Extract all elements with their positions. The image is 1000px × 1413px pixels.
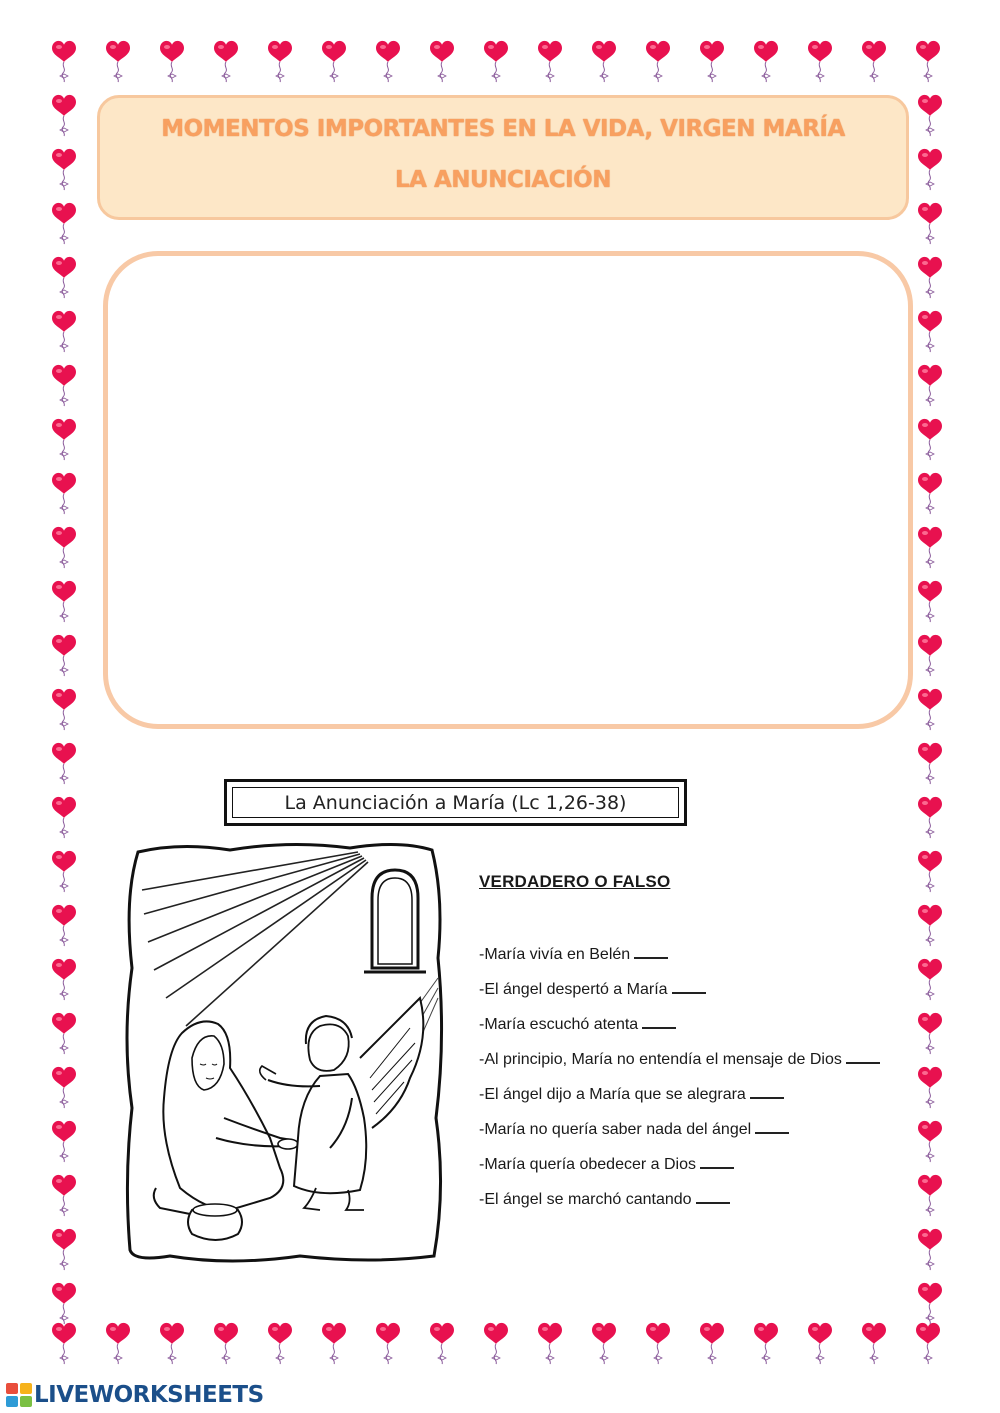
heart-balloon-icon xyxy=(918,851,942,892)
heart-balloon-icon xyxy=(268,1323,292,1364)
heart-balloon-icon xyxy=(918,959,942,1000)
heart-balloon-icon xyxy=(918,1229,942,1270)
heart-balloon-icon xyxy=(808,41,832,82)
heart-balloon-icon xyxy=(52,473,76,514)
quiz-item xyxy=(479,1013,889,1037)
heart-balloon-icon xyxy=(160,41,184,82)
heart-balloon-icon xyxy=(52,257,76,298)
heart-balloon-icon xyxy=(52,527,76,568)
heart-balloon-icon xyxy=(592,41,616,82)
answer-blank[interactable] xyxy=(672,980,706,994)
heart-balloon-icon xyxy=(52,689,76,730)
heart-balloon-icon xyxy=(52,1121,76,1162)
heart-balloon-icon xyxy=(52,581,76,622)
heart-balloon-icon xyxy=(700,41,724,82)
answer-blank[interactable] xyxy=(642,1015,676,1029)
quiz-item xyxy=(479,1048,889,1072)
heart-balloon-icon xyxy=(52,635,76,676)
heart-balloon-icon xyxy=(808,1323,832,1364)
heart-balloon-icon xyxy=(754,41,778,82)
quiz-item xyxy=(479,943,889,967)
heart-balloon-icon xyxy=(918,743,942,784)
answer-blank[interactable] xyxy=(634,945,668,959)
bible-reference-box xyxy=(224,779,687,826)
heart-balloon-icon xyxy=(268,41,292,82)
heart-balloon-icon xyxy=(52,419,76,460)
heart-balloon-icon xyxy=(430,1323,454,1364)
answer-blank[interactable] xyxy=(700,1155,734,1169)
heart-balloon-icon xyxy=(322,1323,346,1364)
quiz-statement: -María no quería saber nada del ángel xyxy=(479,1121,752,1138)
heart-balloon-icon xyxy=(52,149,76,190)
heart-balloon-icon xyxy=(918,797,942,838)
heart-balloon-icon xyxy=(52,905,76,946)
answer-blank[interactable] xyxy=(846,1050,880,1064)
heart-balloon-icon xyxy=(918,1283,942,1324)
heart-balloon-icon xyxy=(918,1121,942,1162)
heart-balloon-icon xyxy=(52,203,76,244)
heart-balloon-icon xyxy=(430,41,454,82)
heart-balloon-icon xyxy=(538,41,562,82)
quiz-statement: -María escuchó atenta xyxy=(479,1016,639,1033)
heart-balloon-icon xyxy=(52,1013,76,1054)
heart-balloon-icon xyxy=(376,1323,400,1364)
heart-balloon-icon xyxy=(918,1067,942,1108)
answer-blank[interactable] xyxy=(696,1190,730,1204)
quiz-statement: -María vivía en Belén xyxy=(479,946,631,963)
heart-balloon-icon xyxy=(918,95,942,136)
heart-balloon-icon xyxy=(106,1323,130,1364)
heart-balloon-icon xyxy=(918,257,942,298)
heart-balloon-icon xyxy=(214,41,238,82)
heart-balloon-icon xyxy=(918,635,942,676)
title-banner xyxy=(97,95,909,220)
heart-balloon-icon xyxy=(918,905,942,946)
heart-balloon-icon xyxy=(52,1323,76,1364)
heart-balloon-icon xyxy=(916,1323,940,1364)
heart-balloon-icon xyxy=(52,1229,76,1270)
heart-balloon-icon xyxy=(918,419,942,460)
quiz-item xyxy=(479,1118,889,1142)
quiz-statement: -El ángel despertó a María xyxy=(479,981,668,998)
heart-balloon-icon xyxy=(52,95,76,136)
heart-balloon-icon xyxy=(918,689,942,730)
heart-balloon-icon xyxy=(754,1323,778,1364)
heart-balloon-icon xyxy=(160,1323,184,1364)
heart-balloon-icon xyxy=(918,203,942,244)
heart-balloon-icon xyxy=(52,959,76,1000)
empty-content-frame xyxy=(103,251,913,729)
bible-reference-text: La Anunciación a María (Lc 1,26-38) xyxy=(284,792,627,814)
heart-balloon-icon xyxy=(918,1013,942,1054)
heart-balloon-icon xyxy=(918,1175,942,1216)
heart-balloon-icon xyxy=(592,1323,616,1364)
heart-balloon-icon xyxy=(484,41,508,82)
answer-blank[interactable] xyxy=(750,1085,784,1099)
liveworksheets-brand: LIVEWORKSHEETS xyxy=(34,1382,264,1408)
heart-balloon-icon xyxy=(52,851,76,892)
quiz-statement: -Al principio, María no entendía el mensaje de Dios xyxy=(479,1051,842,1068)
heart-balloon-icon xyxy=(918,473,942,514)
quiz-item xyxy=(479,978,889,1002)
heart-balloon-icon xyxy=(322,41,346,82)
heart-balloon-icon xyxy=(52,1283,76,1324)
heart-balloon-icon xyxy=(916,41,940,82)
heart-balloon-icon xyxy=(106,41,130,82)
heart-balloon-icon xyxy=(918,149,942,190)
liveworksheets-logo-icon xyxy=(6,1383,32,1407)
heart-balloon-icon xyxy=(484,1323,508,1364)
quiz-item xyxy=(479,1188,889,1212)
quiz-heading: VERDADERO O FALSO xyxy=(479,872,671,891)
heart-balloon-icon xyxy=(862,1323,886,1364)
quiz-statement: -El ángel se marchó cantando xyxy=(479,1191,692,1208)
heart-balloon-icon xyxy=(918,581,942,622)
heart-balloon-icon xyxy=(918,527,942,568)
quiz-statement: -María quería obedecer a Dios xyxy=(479,1156,696,1173)
heart-balloon-icon xyxy=(52,1067,76,1108)
annunciation-illustration xyxy=(120,838,450,1270)
heart-balloon-icon xyxy=(646,41,670,82)
page-subtitle: LA ANUNCIACIÓN xyxy=(395,167,611,193)
true-false-quiz xyxy=(479,872,889,1223)
heart-balloon-icon xyxy=(52,41,76,82)
heart-balloon-icon xyxy=(862,41,886,82)
heart-balloon-icon xyxy=(918,311,942,352)
heart-balloon-icon xyxy=(918,365,942,406)
page-title: MOMENTOS IMPORTANTES EN LA VIDA, VIRGEN MARÍA xyxy=(161,116,845,142)
heart-balloon-icon xyxy=(214,1323,238,1364)
heart-balloon-icon xyxy=(52,365,76,406)
quiz-item xyxy=(479,1083,889,1107)
heart-balloon-icon xyxy=(538,1323,562,1364)
heart-balloon-icon xyxy=(52,311,76,352)
heart-balloon-icon xyxy=(376,41,400,82)
heart-balloon-icon xyxy=(52,797,76,838)
liveworksheets-footer xyxy=(6,1382,264,1408)
quiz-statement: -El ángel dijo a María que se alegrara xyxy=(479,1086,746,1103)
heart-balloon-icon xyxy=(52,1175,76,1216)
quiz-item xyxy=(479,1153,889,1177)
heart-balloon-icon xyxy=(700,1323,724,1364)
heart-balloon-icon xyxy=(52,743,76,784)
heart-balloon-icon xyxy=(646,1323,670,1364)
answer-blank[interactable] xyxy=(755,1120,789,1134)
